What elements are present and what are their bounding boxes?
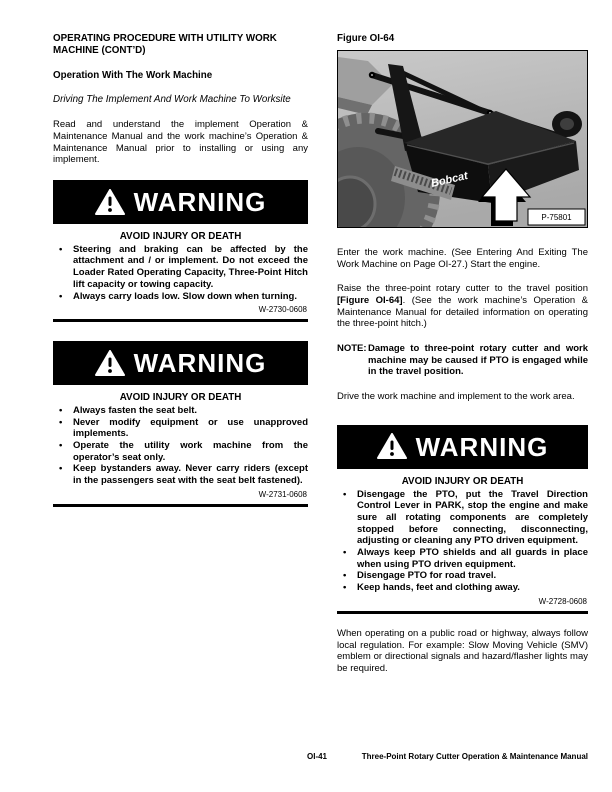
manual-title: Three-Point Rotary Cutter Operation & Maintenance Manual bbox=[361, 752, 588, 761]
bullet-marker: • bbox=[59, 416, 63, 428]
warning-bullet bbox=[53, 244, 308, 291]
warning-code: W-2731-0608 bbox=[258, 489, 307, 499]
bullet-marker: • bbox=[59, 243, 63, 255]
note-block bbox=[337, 343, 588, 378]
bullet-marker: • bbox=[59, 404, 63, 416]
warning-triangle-icon bbox=[377, 433, 407, 460]
warning-box-1 bbox=[53, 180, 308, 322]
section-heading: OPERATING PROCEDURE WITH UTILITY WORK MACHINE (CONT’D) bbox=[53, 33, 277, 56]
raise-text-post: . (See the work machine’s Operation & Maintenance Manual for detailed information on operating the three-point hitch.) bbox=[337, 294, 588, 330]
bullet-text: Operate the utility work machine from the operator’s seat only. bbox=[73, 440, 308, 463]
rotary-cutter-photo bbox=[338, 51, 587, 227]
warning-subtitle: AVOID INJURY OR DEATH bbox=[119, 231, 242, 242]
deck-brand-decal: Bobcat bbox=[429, 169, 470, 190]
warning-triangle-icon bbox=[95, 189, 125, 216]
warning-bullet bbox=[53, 405, 308, 417]
warning-subtitle: AVOID INJURY OR DEATH bbox=[119, 392, 242, 404]
warning-bullet-list bbox=[337, 489, 588, 594]
left-column bbox=[53, 33, 308, 507]
bullet-marker: • bbox=[59, 290, 63, 302]
tail-wheel bbox=[552, 111, 582, 137]
bullet-marker: • bbox=[59, 463, 63, 475]
page-number: OI-41 bbox=[307, 752, 328, 761]
bullet-text: Disengage the PTO, put the Travel Direction Control Lever in PARK, stop the engine and make sure all rotating components are completely stopped before connecting, disconnecting, adjusting or cleaning any PTO driven equipment. bbox=[357, 488, 588, 547]
bullet-marker: • bbox=[343, 582, 347, 594]
warning-code: W-2730-0608 bbox=[258, 305, 307, 315]
bullet-text: Disengage PTO for road travel. bbox=[357, 570, 497, 582]
raise-text-pre: Raise the three-point rotary cutter to the travel position bbox=[337, 283, 588, 295]
warning-bullet bbox=[53, 440, 308, 463]
warning-bullet bbox=[337, 547, 588, 570]
warning-code: W-2728-0608 bbox=[538, 596, 587, 606]
figure-label: Figure OI-64 bbox=[337, 33, 395, 44]
photo-code-label bbox=[528, 209, 585, 225]
bullet-text: Always keep PTO shields and all guards in place when using PTO driven equipment. bbox=[357, 547, 588, 570]
bullet-text: Always carry loads low. Slow down when turning. bbox=[73, 290, 297, 302]
photo-code-text: P-75801 bbox=[541, 212, 572, 222]
bullet-text: Steering and braking can be affected by the attachment and / or implement. Do not exceed the Loader Rated Operating Capacity, Three-Point Hitch lift capacity or towing capacity. bbox=[73, 243, 308, 290]
warning-bullet-list bbox=[53, 405, 308, 487]
page-footer bbox=[53, 752, 588, 764]
note-text: Damage to three-point rotary cutter and work machine may be caused if PTO is engaged while in the travel position. bbox=[368, 343, 588, 378]
warning-box-3 bbox=[337, 425, 588, 614]
warning-bullet bbox=[53, 463, 308, 486]
subsection-heading: Operation With The Work Machine bbox=[53, 69, 213, 81]
note-label: NOTE: bbox=[337, 343, 367, 355]
intro-paragraph: Read and understand the implement Operation & Maintenance Manual and the work machine’s Operation & Maintenance Manual prior to installing or using any implement. bbox=[53, 119, 308, 166]
warning-bullet bbox=[337, 570, 588, 582]
bullet-marker: • bbox=[343, 547, 347, 559]
bullet-marker: • bbox=[343, 488, 347, 500]
bullet-text: Keep bystanders away. Never carry riders (except in the passengers seat with the seat belt fastened). bbox=[73, 463, 308, 487]
figure-reference: [Figure OI-64] bbox=[337, 294, 403, 306]
warning-banner bbox=[53, 180, 308, 224]
warning-banner-label: WARNING bbox=[133, 348, 267, 379]
right-column bbox=[337, 33, 588, 675]
raise-cutter-paragraph bbox=[337, 283, 588, 330]
bullet-marker: • bbox=[343, 570, 347, 582]
bullet-text: Always fasten the seat belt. bbox=[73, 404, 198, 416]
warning-banner bbox=[53, 341, 308, 385]
enter-machine-paragraph: Enter the work machine. (See Entering And Exiting The Work Machine on Page OI-27.) Start the engine. bbox=[337, 246, 588, 270]
road-regulation-paragraph: When operating on a public road or highway, always follow local regulation. For example: Slow Moving Vehicle (SMV) emblem or directional signals and hazard/flasher lights may be required. bbox=[337, 627, 588, 674]
warning-box-2 bbox=[53, 341, 308, 507]
bullet-text: Keep hands, feet and clothing away. bbox=[357, 582, 520, 594]
warning-subtitle: AVOID INJURY OR DEATH bbox=[401, 475, 524, 487]
warning-bullet bbox=[337, 489, 588, 548]
figure-frame bbox=[337, 50, 588, 228]
warning-bullet bbox=[337, 582, 588, 594]
topic-heading: Driving The Implement And Work Machine To Worksite bbox=[53, 94, 291, 106]
warning-bullet-list bbox=[53, 244, 308, 303]
warning-banner bbox=[337, 425, 588, 469]
warning-triangle-icon bbox=[95, 350, 125, 377]
warning-bullet bbox=[53, 417, 308, 440]
bullet-text: Never modify equipment or use unapproved implements. bbox=[73, 416, 308, 440]
warning-banner-label: WARNING bbox=[415, 431, 549, 462]
drive-paragraph: Drive the work machine and implement to the work area. bbox=[337, 391, 575, 403]
warning-bullet bbox=[53, 291, 308, 303]
warning-banner-label: WARNING bbox=[133, 187, 267, 217]
bullet-marker: • bbox=[59, 440, 63, 452]
